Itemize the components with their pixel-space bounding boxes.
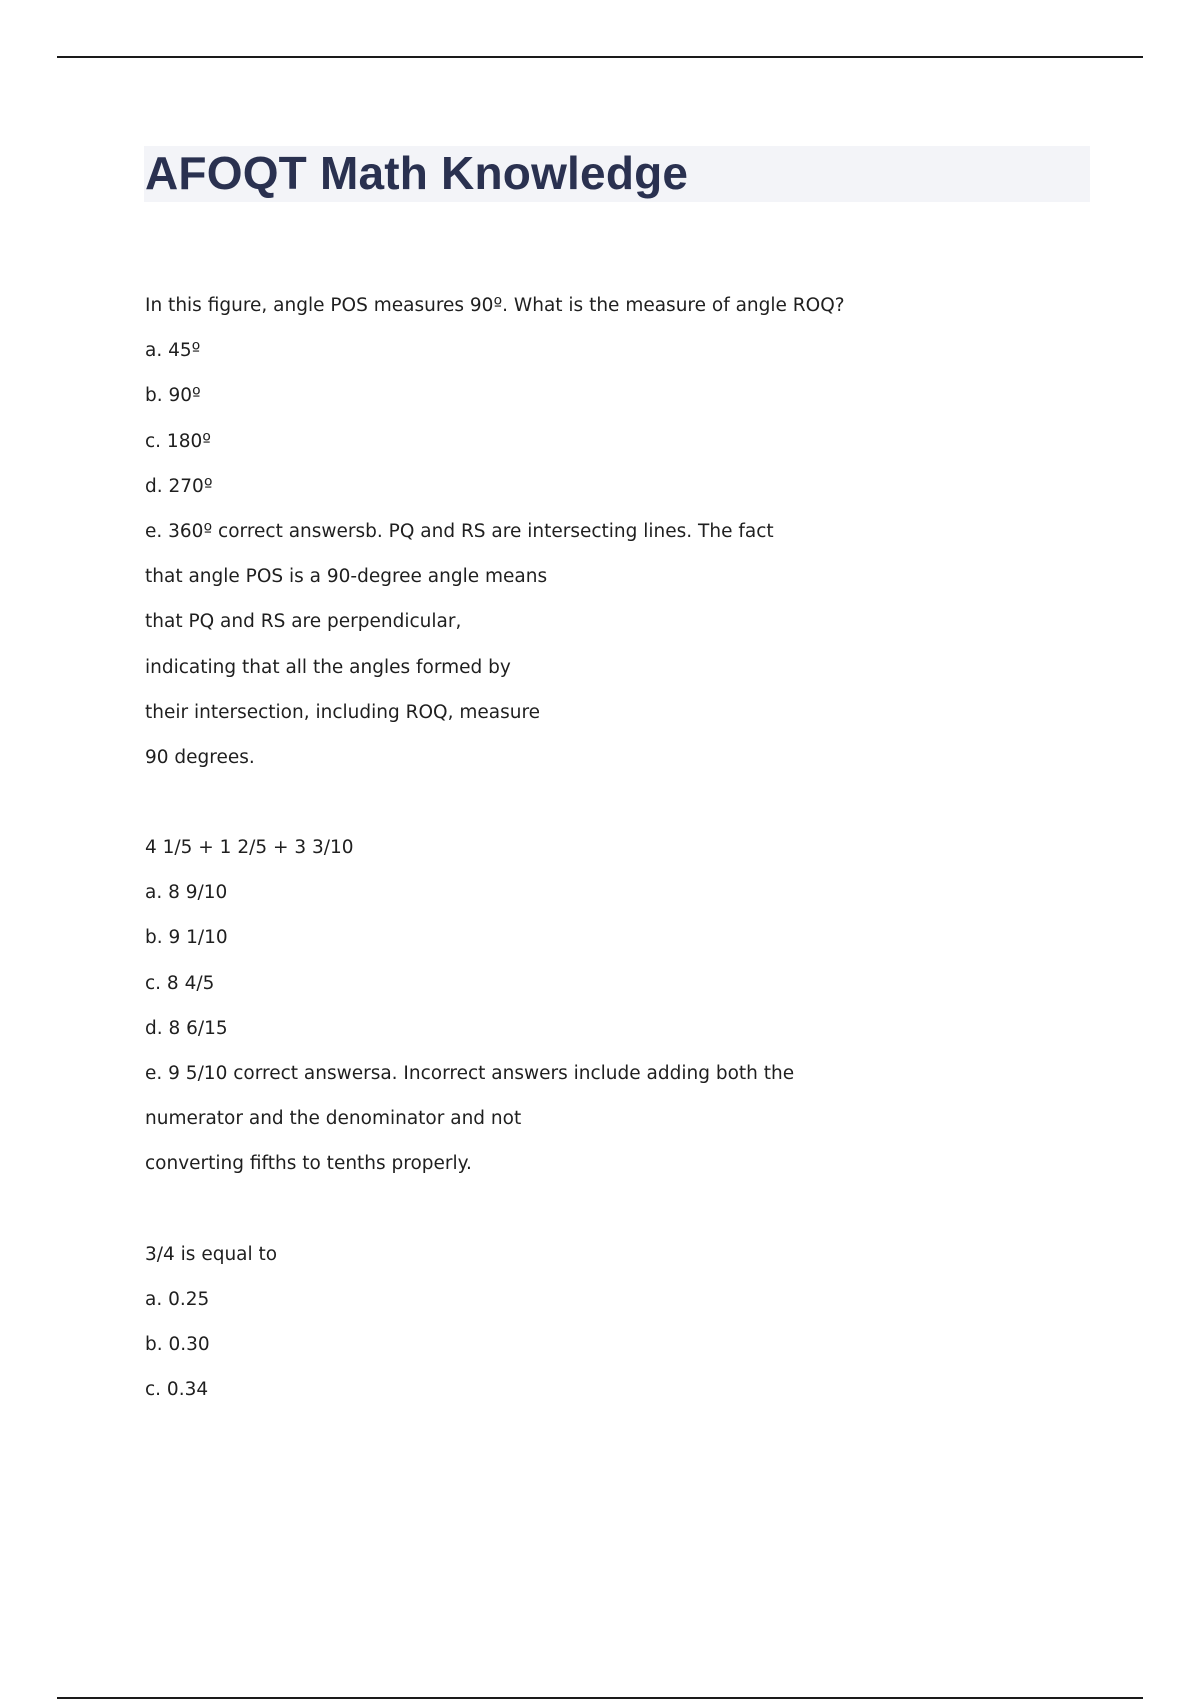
question-2-prompt: 4 1/5 + 1 2/5 + 3 3/10 [145, 837, 354, 859]
question-1-explanation-line: their intersection, including ROQ, measure [145, 701, 541, 723]
question-1 [145, 287, 1095, 784]
question-1-option-d: d. 270º [145, 475, 213, 497]
question-2-explanation-line: converting fifths to tenths properly. [145, 1153, 472, 1175]
question-1-prompt: In this figure, angle POS measures 90º. What is the measure of angle ROQ? [145, 295, 845, 316]
question-1-explanation-line: that angle POS is a 90-degree angle means [145, 566, 548, 588]
question-3-option-a: a. 0.25 [145, 1288, 210, 1310]
question-2-option-a: a. 8 9/10 [145, 882, 228, 904]
question-3-prompt: 3/4 is equal to [145, 1243, 278, 1265]
question-1-explanation-line: that PQ and RS are perpendicular, [145, 611, 462, 633]
question-2-option-d: d. 8 6/15 [145, 1017, 228, 1039]
question-1-explanation-line: 90 degrees. [145, 746, 255, 768]
question-1-option-c: c. 180º [145, 430, 211, 452]
question-1-explanation-line: indicating that all the angles formed by [145, 656, 511, 678]
question-1-option-a: a. 45º [145, 340, 201, 362]
top-rule [57, 56, 1143, 58]
bottom-rule [57, 1697, 1143, 1699]
question-3-option-b: b. 0.30 [145, 1333, 210, 1355]
question-3-option-c: c. 0.34 [145, 1379, 209, 1401]
document-body [145, 287, 1095, 1416]
question-1-option-e-answer: e. 360º correct answersb. PQ and RS are intersecting lines. The fact [145, 520, 774, 542]
document-title: AFOQT Math Knowledge [145, 147, 689, 199]
question-2-option-c: c. 8 4/5 [145, 972, 215, 994]
question-2 [145, 829, 1095, 1191]
question-3 [145, 1236, 1095, 1417]
question-1-option-b: b. 90º [145, 385, 201, 407]
question-2-explanation-line: numerator and the denominator and not [145, 1108, 522, 1130]
question-2-option-e-answer: e. 9 5/10 correct answersa. Incorrect answers include adding both the [145, 1063, 795, 1084]
question-2-option-b: b. 9 1/10 [145, 927, 228, 949]
